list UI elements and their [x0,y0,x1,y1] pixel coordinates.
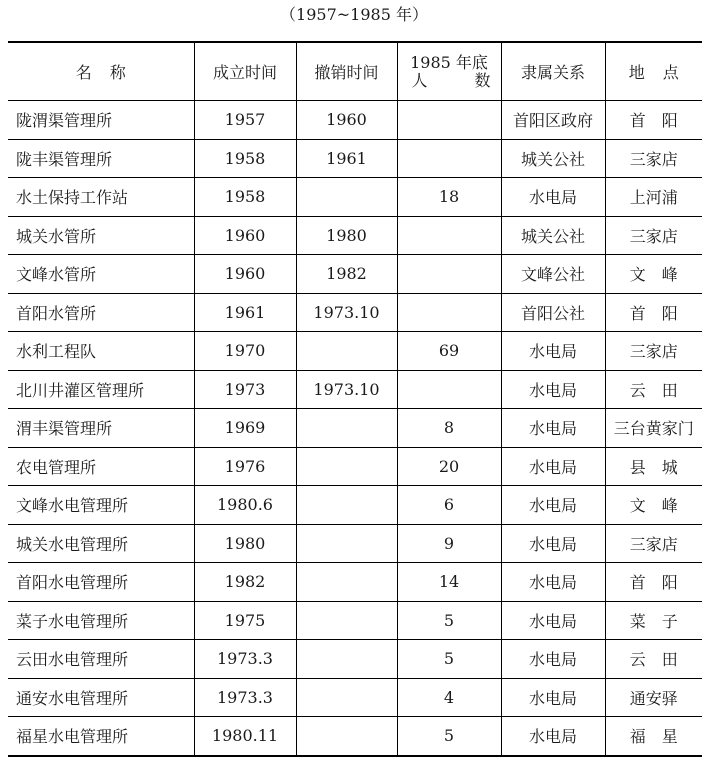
cell-affiliation: 水电局 [501,332,605,371]
water-management-table [8,41,702,757]
cell-abolished: 1961 [296,139,397,178]
cell-location: 云 田 [605,370,702,409]
cell-established: 1973.3 [194,678,296,717]
cell-staff: 20 [397,447,501,486]
cell-staff: 5 [397,640,501,679]
cell-staff [397,216,501,255]
table-row [8,409,702,448]
cell-name: 陇丰渠管理所 [8,139,194,178]
table-row [8,255,702,294]
cell-established: 1975 [194,601,296,640]
cell-staff: 69 [397,332,501,371]
cell-established: 1976 [194,447,296,486]
cell-affiliation: 首阳公社 [501,293,605,332]
header-row [8,42,702,101]
cell-location: 文 峰 [605,255,702,294]
cell-affiliation: 水电局 [501,447,605,486]
cell-staff: 4 [397,678,501,717]
cell-location: 首 阳 [605,563,702,602]
cell-staff [397,101,501,140]
cell-abolished [296,563,397,602]
cell-abolished [296,178,397,217]
header-abolished: 撤销时间 [296,42,397,101]
cell-abolished: 1960 [296,101,397,140]
cell-staff: 8 [397,409,501,448]
table-row [8,524,702,563]
cell-affiliation: 文峰公社 [501,255,605,294]
cell-abolished [296,678,397,717]
cell-name: 福星水电管理所 [8,717,194,756]
cell-affiliation: 水电局 [501,601,605,640]
cell-affiliation: 水电局 [501,524,605,563]
cell-staff [397,255,501,294]
cell-name: 菜子水电管理所 [8,601,194,640]
cell-affiliation: 水电局 [501,409,605,448]
cell-name: 文峰水电管理所 [8,486,194,525]
cell-affiliation: 水电局 [501,717,605,756]
cell-location: 县 城 [605,447,702,486]
cell-abolished [296,601,397,640]
table-row [8,447,702,486]
cell-affiliation: 水电局 [501,178,605,217]
cell-name: 城关水管所 [8,216,194,255]
cell-abolished: 1982 [296,255,397,294]
cell-affiliation: 水电局 [501,563,605,602]
cell-name: 水利工程队 [8,332,194,371]
cell-staff: 6 [397,486,501,525]
cell-location: 首 阳 [605,293,702,332]
cell-established: 1960 [194,216,296,255]
cell-name: 渭丰渠管理所 [8,409,194,448]
table-row [8,178,702,217]
cell-name: 通安水电管理所 [8,678,194,717]
cell-location: 三台黄家门 [605,409,702,448]
table-row [8,101,702,140]
cell-location: 三家店 [605,332,702,371]
cell-name: 北川井灌区管理所 [8,370,194,409]
table-row [8,139,702,178]
cell-abolished [296,409,397,448]
cell-location: 文 峰 [605,486,702,525]
cell-location: 上河浦 [605,178,702,217]
cell-staff: 14 [397,563,501,602]
table-body [8,101,702,756]
table-row [8,293,702,332]
cell-name: 水土保持工作站 [8,178,194,217]
table-row [8,678,702,717]
cell-established: 1958 [194,139,296,178]
table-row [8,717,702,756]
cell-affiliation: 水电局 [501,640,605,679]
cell-name: 城关水电管理所 [8,524,194,563]
cell-affiliation: 城关公社 [501,216,605,255]
cell-location: 三家店 [605,524,702,563]
cell-abolished [296,717,397,756]
cell-staff: 9 [397,524,501,563]
table-header [8,42,702,101]
cell-name: 云田水电管理所 [8,640,194,679]
table-row [8,216,702,255]
cell-established: 1969 [194,409,296,448]
header-established: 成立时间 [194,42,296,101]
table-row [8,563,702,602]
cell-abolished: 1973.10 [296,293,397,332]
cell-established: 1980.6 [194,486,296,525]
cell-location: 三家店 [605,139,702,178]
cell-affiliation: 水电局 [501,370,605,409]
cell-established: 1970 [194,332,296,371]
cell-established: 1960 [194,255,296,294]
header-staff-line2b: 数 [474,70,491,90]
cell-affiliation: 首阳区政府 [501,101,605,140]
cell-abolished: 1980 [296,216,397,255]
cell-staff: 5 [397,601,501,640]
cell-name: 农电管理所 [8,447,194,486]
cell-name: 首阳水电管理所 [8,563,194,602]
table-row [8,486,702,525]
header-affiliation: 隶属关系 [501,42,605,101]
cell-abolished: 1973.10 [296,370,397,409]
header-name: 名称 [8,42,194,101]
cell-established: 1957 [194,101,296,140]
cell-abolished [296,486,397,525]
cell-established: 1980 [194,524,296,563]
cell-name: 首阳水管所 [8,293,194,332]
cell-affiliation: 水电局 [501,486,605,525]
cell-name: 文峰水管所 [8,255,194,294]
cell-affiliation: 水电局 [501,678,605,717]
cell-location: 云 田 [605,640,702,679]
header-staff-line1: 1985 年底 [410,52,488,72]
cell-staff [397,139,501,178]
cell-abolished [296,332,397,371]
cell-location: 三家店 [605,216,702,255]
cell-established: 1980.11 [194,717,296,756]
cell-location: 首 阳 [605,101,702,140]
cell-staff [397,293,501,332]
cell-abolished [296,524,397,563]
table-row [8,332,702,371]
cell-established: 1961 [194,293,296,332]
cell-staff: 5 [397,717,501,756]
header-staff-line2a: 人 [411,70,428,90]
cell-established: 1958 [194,178,296,217]
table-row [8,601,702,640]
header-staff [397,42,501,101]
cell-established: 1973 [194,370,296,409]
cell-abolished [296,447,397,486]
header-location: 地点 [605,42,702,101]
cell-abolished [296,640,397,679]
cell-location: 菜 子 [605,601,702,640]
table-subtitle: （1957~1985 年） [280,5,428,24]
table-row [8,370,702,409]
cell-staff [397,370,501,409]
cell-location: 福 星 [605,717,702,756]
cell-location: 通安驿 [605,678,702,717]
table-row [8,640,702,679]
cell-affiliation: 城关公社 [501,139,605,178]
cell-established: 1982 [194,563,296,602]
cell-established: 1973.3 [194,640,296,679]
cell-name: 陇渭渠管理所 [8,101,194,140]
cell-staff: 18 [397,178,501,217]
